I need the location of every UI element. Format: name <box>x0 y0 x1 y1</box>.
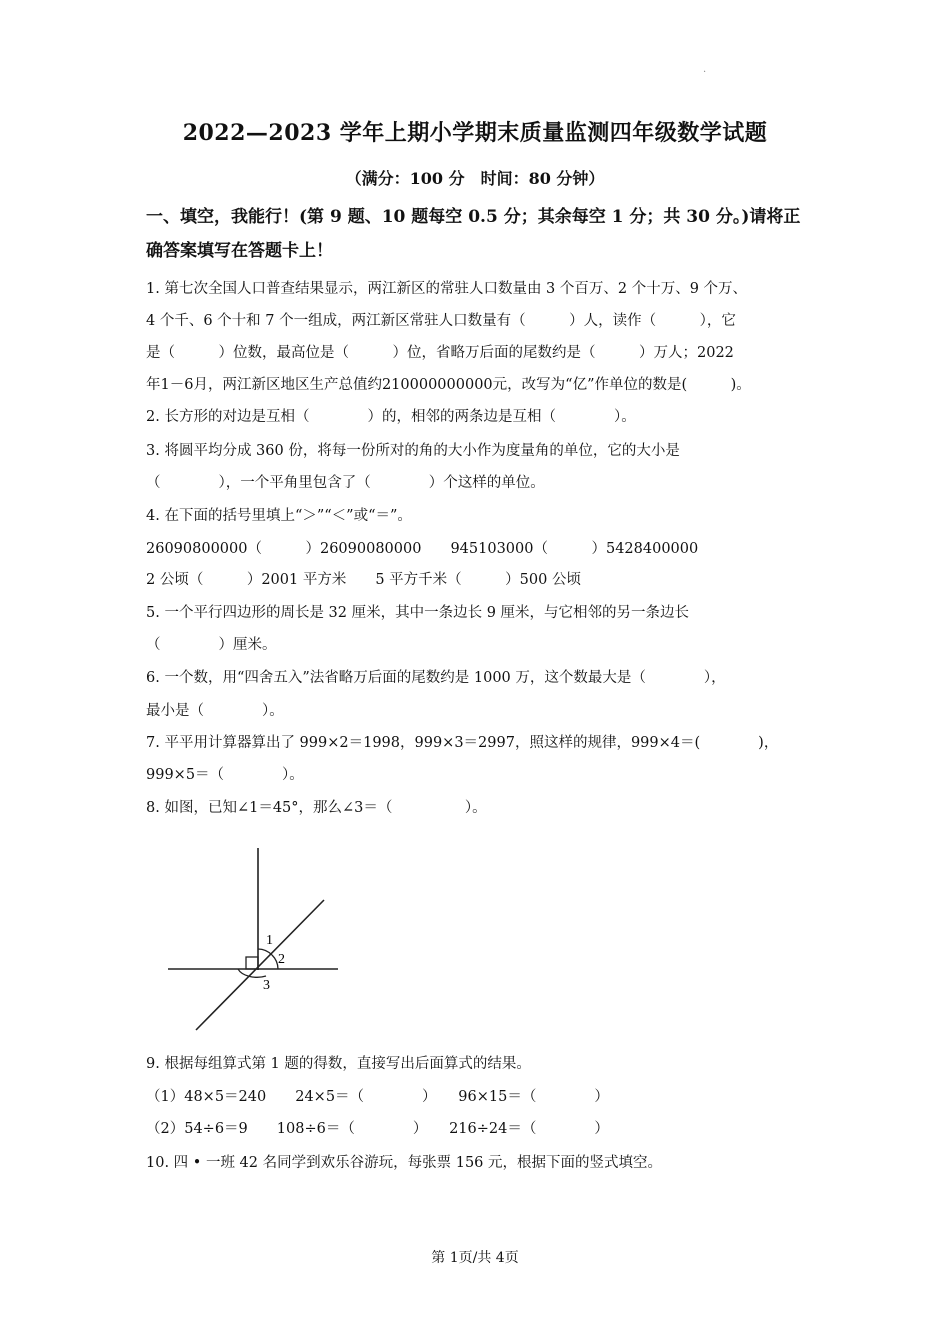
q5-line-1: 5. 一个平行四边形的周长是 32 厘米，其中一条边长 9 厘米，与它相邻的另一条边长 <box>146 605 690 621</box>
q6-line-1: 6. 一个数，用“四舍五入”法省略万后面的尾数约是 1000 万，这个数最大是（ ）， <box>146 670 726 686</box>
exam-title: 2022—2023 学年上期小学期末质量监测四年级数学试题 <box>182 120 768 146</box>
q4-compare-2: 2 公顷（ ）2001 平方米 5 平方千米（ ）500 公顷 <box>146 572 581 588</box>
q1-line-4: 年1－6月，两江新区地区生产总值约210000000000元，改写为“亿”作单位的数是( )。 <box>146 377 751 393</box>
q4-line: 4. 在下面的括号里填上“＞”“＜”或“＝”。 <box>146 508 412 524</box>
q8-line: 8. 如图，已知∠1＝45°，那么∠3＝（ ）。 <box>146 800 487 816</box>
q3-line-2: （ ），一个平角里包含了（ ）个这样的单位。 <box>146 475 545 491</box>
header-dot: . <box>703 64 707 75</box>
q3-line-1: 3. 将圆平均分成 360 份，将每一份所对的角的大小作为度量角的单位，它的大小是 <box>146 443 680 459</box>
q1-line-1: 1. 第七次全国人口普查结果显示，两江新区的常驻人口数量由 3 个百万、2 个十万、9 个万、 <box>146 281 748 297</box>
q9-row-2: （2）54÷6＝9 108÷6＝（ ） 216÷24＝（ ） <box>146 1121 609 1137</box>
angle-label-1: 1 <box>266 933 273 948</box>
angle-label-2: 2 <box>278 952 285 967</box>
angle-label-3: 3 <box>263 978 270 993</box>
q2-line: 2. 长方形的对边是互相（ ）的，相邻的两条边是互相（ ）。 <box>146 409 636 425</box>
q7-line-1: 7. 平平用计算器算出了 999×2＝1998，999×3＝2997，照这样的规律，999×4＝( )， <box>146 735 779 751</box>
q1-line-2: 4 个千、6 个十和 7 个一组成，两江新区常驻人口数量有（ ）人，读作（ ），它 <box>146 313 736 329</box>
diagonal-line <box>196 900 324 1030</box>
exam-subtitle: （满分：100 分 时间：80 分钟） <box>345 169 605 188</box>
q9-line: 9. 根据每组算式第 1 题的得数，直接写出后面算式的结果。 <box>146 1056 531 1072</box>
angle-figure <box>166 846 346 1036</box>
section-heading: 一、填空，我能行！(第 9 题、10 题每空 0.5 分；其余每空 1 分；共 30 分。)请将正确答案填写在答题卡上！ <box>146 207 801 261</box>
q1-line-3: 是（ ）位数，最高位是（ ）位，省略万后面的尾数约是（ ）万人；2022 <box>146 345 734 361</box>
q5-line-2: （ ）厘米。 <box>146 637 277 653</box>
q9-row-1: （1）48×5＝240 24×5＝（ ） 96×15＝（ ） <box>146 1089 609 1105</box>
q6-line-2: 最小是（ ）。 <box>146 703 284 719</box>
page-footer: 第 1页/共 4页 <box>431 1250 519 1266</box>
q7-line-2: 999×5＝（ ）。 <box>146 767 304 783</box>
right-angle-mark <box>246 957 258 969</box>
q10-line: 10. 四 • 一班 42 名同学到欢乐谷游玩，每张票 156 元，根据下面的竖式填空。 <box>146 1155 663 1171</box>
q4-compare-1: 26090800000（ ）26090080000 945103000（ ）5428400000 <box>146 541 699 557</box>
